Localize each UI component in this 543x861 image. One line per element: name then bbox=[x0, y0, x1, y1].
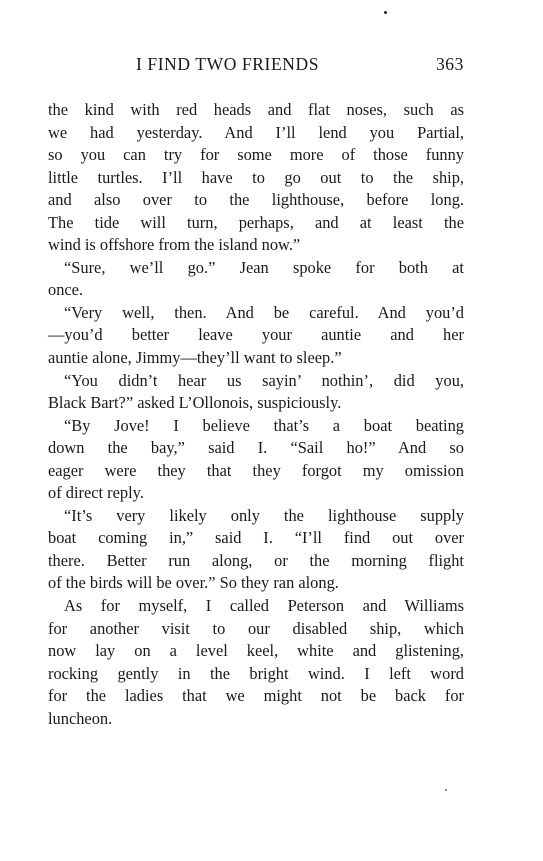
page-number: 363 bbox=[435, 54, 464, 74]
ink-speck bbox=[445, 789, 447, 791]
text-line: so you can try for some more of those funny bbox=[48, 145, 464, 165]
running-head bbox=[48, 54, 464, 78]
text-line: The tide will turn, perhaps, and at least the bbox=[48, 212, 464, 232]
text-line: eager were they that they forgot my omission bbox=[48, 460, 464, 480]
text-line: once. bbox=[48, 280, 84, 300]
text-line: there. Better run along, or the morning flight bbox=[48, 550, 464, 570]
text-line: “Very well, then. And be careful. And you’d bbox=[64, 302, 464, 322]
text-line: down the bay,” said I. “Sail ho!” And so bbox=[48, 438, 464, 458]
text-line: Black Bart?” asked L’Ollonois, suspiciously. bbox=[48, 393, 342, 413]
text-line: “You didn’t hear us sayin’ nothin’, did you, bbox=[64, 370, 464, 390]
text-line: and also over to the lighthouse, before long. bbox=[48, 190, 464, 210]
body-text bbox=[48, 99, 464, 730]
ink-speck bbox=[384, 11, 387, 14]
text-line: wind is offshore from the island now.” bbox=[48, 235, 301, 255]
text-line: “It’s very likely only the lighthouse supply bbox=[64, 505, 464, 525]
text-line: little turtles. I’ll have to go out to the ship, bbox=[48, 167, 464, 187]
text-line: we had yesterday. And I’ll lend you Partial, bbox=[48, 122, 464, 142]
text-line: “By Jove! I believe that’s a boat beating bbox=[64, 415, 464, 435]
text-line: now lay on a level keel, white and glistening, bbox=[48, 641, 464, 661]
text-line: auntie alone, Jimmy—they’ll want to sleep.” bbox=[48, 348, 342, 368]
text-line: “Sure, we’ll go.” Jean spoke for both at bbox=[64, 257, 464, 277]
text-line: of the birds will be over.” So they ran along. bbox=[48, 573, 339, 593]
text-line: the kind with red heads and flat noses, such as bbox=[48, 100, 464, 119]
text-line: luncheon. bbox=[48, 708, 113, 728]
chapter-title: I FIND TWO FRIENDS bbox=[136, 54, 320, 74]
text-line: for the ladies that we might not be back for bbox=[48, 686, 464, 706]
text-line: rocking gently in the bright wind. I left word bbox=[48, 663, 464, 683]
text-line: —you’d better leave your auntie and her bbox=[48, 325, 464, 345]
text-line: boat coming in,” said I. “I’ll find out over bbox=[48, 528, 464, 548]
text-line: As for myself, I called Peterson and Williams bbox=[64, 596, 464, 616]
text-line: for another visit to our disabled ship, which bbox=[48, 618, 464, 638]
text-line: of direct reply. bbox=[48, 483, 144, 503]
